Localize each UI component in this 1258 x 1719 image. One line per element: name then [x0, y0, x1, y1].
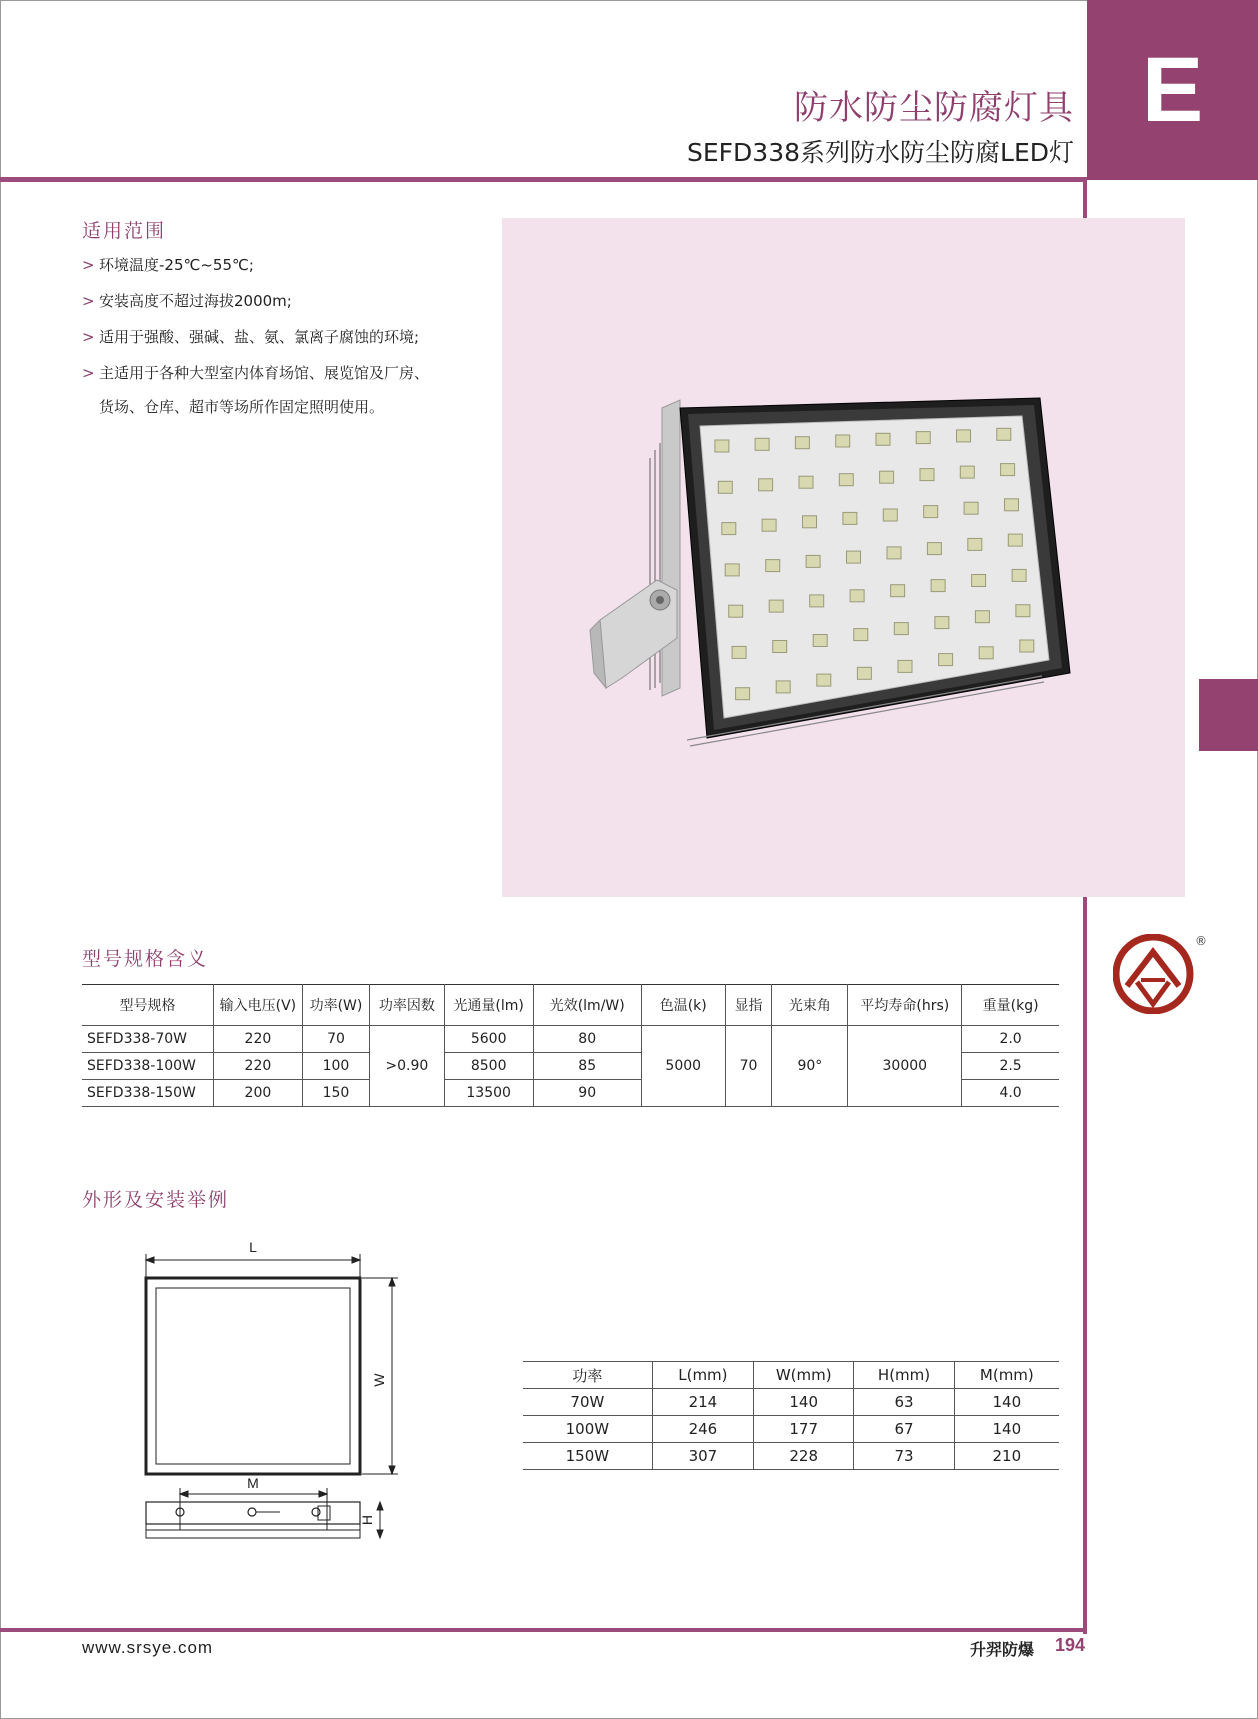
cell-flux: 8500: [444, 1053, 533, 1080]
dimension-label-m: M: [247, 1475, 259, 1491]
cell-power: 150W: [523, 1443, 652, 1470]
column-header: 色温(k): [641, 985, 725, 1026]
cell-flux: 13500: [444, 1080, 533, 1107]
cell-power: 70: [302, 1026, 369, 1053]
led-chip: [957, 430, 971, 442]
cell-mount: 210: [954, 1443, 1059, 1470]
cell-power: 100: [302, 1053, 369, 1080]
cell-length: 214: [652, 1389, 753, 1416]
table-header-row: [82, 985, 1059, 1026]
list-item: > 主适用于各种大型室内体育场馆、展览馆及厂房、: [82, 364, 430, 382]
scope-heading: 适用范围: [82, 220, 167, 242]
led-chip: [935, 617, 949, 629]
led-chip: [968, 538, 982, 550]
dimension-label-l: L: [249, 1240, 257, 1255]
column-header: L(mm): [652, 1362, 753, 1389]
cell-power: 150: [302, 1080, 369, 1107]
cell-width: 228: [754, 1443, 854, 1470]
led-chip: [836, 435, 850, 447]
footer-rule: [0, 1628, 1087, 1632]
led-chip: [839, 474, 853, 486]
bullet-marker: >: [82, 328, 95, 346]
cell-beam-angle: 90°: [772, 1026, 848, 1107]
column-header: 功率因数: [370, 985, 444, 1026]
column-header: M(mm): [954, 1362, 1059, 1389]
led-chip: [759, 479, 773, 491]
table-row: [523, 1443, 1059, 1470]
cell-width: 140: [754, 1389, 854, 1416]
led-chip: [979, 647, 993, 659]
column-header: 型号规格: [82, 985, 213, 1026]
column-header: 功率(W): [302, 985, 369, 1026]
led-chip: [916, 432, 930, 444]
led-chip: [960, 466, 974, 478]
led-chip: [817, 674, 831, 686]
led-chip: [931, 580, 945, 592]
cell-power-factor: >0.90: [370, 1026, 444, 1107]
led-chip: [850, 590, 864, 602]
bullet-marker: >: [82, 292, 95, 310]
cell-model: SEFD338-100W: [82, 1053, 213, 1080]
led-chip: [776, 681, 790, 693]
column-header: 光效(lm/W): [533, 985, 641, 1026]
led-chip: [1012, 569, 1026, 581]
led-chip: [715, 440, 729, 452]
column-header: W(mm): [754, 1362, 854, 1389]
table-row: [82, 1026, 1059, 1053]
cell-voltage: 220: [213, 1053, 302, 1080]
section-letter: E: [1141, 38, 1204, 141]
cell-height: 73: [854, 1443, 954, 1470]
led-chip: [762, 519, 776, 531]
cell-efficacy: 85: [533, 1053, 641, 1080]
cell-voltage: 200: [213, 1080, 302, 1107]
led-chip: [769, 600, 783, 612]
cell-height: 67: [854, 1416, 954, 1443]
install-heading: 外形及安装举例: [82, 1189, 230, 1211]
led-chip: [843, 512, 857, 524]
cell-model: SEFD338-70W: [82, 1026, 213, 1053]
led-chip: [795, 437, 809, 449]
led-chip: [803, 516, 817, 528]
cell-length: 246: [652, 1416, 753, 1443]
led-chip: [725, 564, 739, 576]
cell-height: 63: [854, 1389, 954, 1416]
cell-weight: 4.0: [962, 1080, 1059, 1107]
page-subtitle: SEFD338系列防水防尘防腐LED灯: [687, 138, 1074, 167]
column-header: H(mm): [854, 1362, 954, 1389]
column-header: 输入电压(V): [213, 985, 302, 1026]
led-chip: [722, 523, 736, 535]
led-chip: [847, 551, 861, 563]
table-row: [523, 1389, 1059, 1416]
footer-url: www.srsye.com: [82, 1638, 214, 1657]
column-header: 光束角: [772, 985, 848, 1026]
bullet-marker: >: [82, 256, 95, 274]
led-chip: [1001, 464, 1015, 476]
led-chip: [732, 646, 746, 658]
led-chip: [1020, 640, 1034, 652]
cell-model: SEFD338-150W: [82, 1080, 213, 1107]
dimension-drawing: [130, 1240, 410, 1540]
led-chip: [1008, 534, 1022, 546]
cell-mount: 140: [954, 1389, 1059, 1416]
led-chip: [972, 575, 986, 587]
led-chip: [883, 509, 897, 521]
table-header-row: [523, 1362, 1059, 1389]
led-chip: [898, 660, 912, 672]
dimension-table: [523, 1361, 1059, 1470]
led-chip: [894, 623, 908, 635]
cell-efficacy: 80: [533, 1026, 641, 1053]
cell-weight: 2.0: [962, 1026, 1059, 1053]
led-chip: [813, 635, 827, 647]
page-title: 防水防尘防腐灯具: [794, 88, 1074, 128]
column-header: 平均寿命(hrs): [848, 985, 962, 1026]
cell-length: 307: [652, 1443, 753, 1470]
led-chip: [975, 611, 989, 623]
led-chip: [810, 595, 824, 607]
registered-mark: ®: [1195, 934, 1207, 948]
column-header: 显指: [725, 985, 772, 1026]
table-row: [523, 1416, 1059, 1443]
led-chip: [1005, 499, 1019, 511]
led-chip: [997, 428, 1011, 440]
led-chip: [766, 560, 780, 572]
page-number: 194: [1055, 1635, 1086, 1655]
led-chip: [806, 555, 820, 567]
list-item-continuation: 货场、仓库、超市等场所作固定照明使用。: [99, 398, 385, 416]
dimension-label-w: W: [371, 1373, 387, 1387]
column-header: 光通量(lm): [444, 985, 533, 1026]
led-chip: [729, 605, 743, 617]
list-item: > 安装高度不超过海拔2000m;: [82, 292, 292, 310]
led-chip: [880, 471, 894, 483]
list-item: > 适用于强酸、强碱、盐、氨、氯离子腐蚀的环境;: [82, 328, 420, 346]
cell-flux: 5600: [444, 1026, 533, 1053]
cell-color-temp: 5000: [641, 1026, 725, 1107]
led-chip: [718, 481, 732, 493]
brand-logo: [1113, 934, 1203, 1014]
cell-weight: 2.5: [962, 1053, 1059, 1080]
cell-width: 177: [754, 1416, 854, 1443]
led-chip: [939, 654, 953, 666]
spec-table: [82, 984, 1059, 1107]
led-chip: [924, 506, 938, 518]
cell-mount: 140: [954, 1416, 1059, 1443]
side-index-tab: [1199, 679, 1258, 751]
led-chip: [876, 433, 890, 445]
cell-lifetime: 30000: [848, 1026, 962, 1107]
cell-cri: 70: [725, 1026, 772, 1107]
led-chip: [799, 476, 813, 488]
led-chip: [927, 543, 941, 555]
product-photo: [502, 218, 1185, 897]
led-chip: [736, 688, 750, 700]
led-chip: [857, 667, 871, 679]
header-rule: [0, 177, 1087, 182]
footer-brand: 升羿防爆: [970, 1640, 1035, 1659]
cell-power: 100W: [523, 1416, 652, 1443]
specs-heading: 型号规格含义: [82, 948, 209, 970]
led-chip: [1016, 605, 1030, 617]
cell-power: 70W: [523, 1389, 652, 1416]
list-item: > 环境温度-25℃~55℃;: [82, 256, 254, 274]
cell-efficacy: 90: [533, 1080, 641, 1107]
led-chip: [964, 502, 978, 514]
led-chip: [920, 469, 934, 481]
column-header: 功率: [523, 1362, 652, 1389]
led-chip: [891, 585, 905, 597]
led-chip: [887, 547, 901, 559]
led-chip: [854, 629, 868, 641]
led-chip: [755, 438, 769, 450]
column-header: 重量(kg): [962, 985, 1059, 1026]
bullet-marker: >: [82, 364, 95, 382]
dimension-label-h: H: [359, 1514, 375, 1526]
section-letter-tab: [1087, 0, 1258, 180]
cell-voltage: 220: [213, 1026, 302, 1053]
led-floodlight-illustration: [502, 218, 1185, 897]
led-chip: [773, 641, 787, 653]
scope-list: [82, 255, 502, 441]
